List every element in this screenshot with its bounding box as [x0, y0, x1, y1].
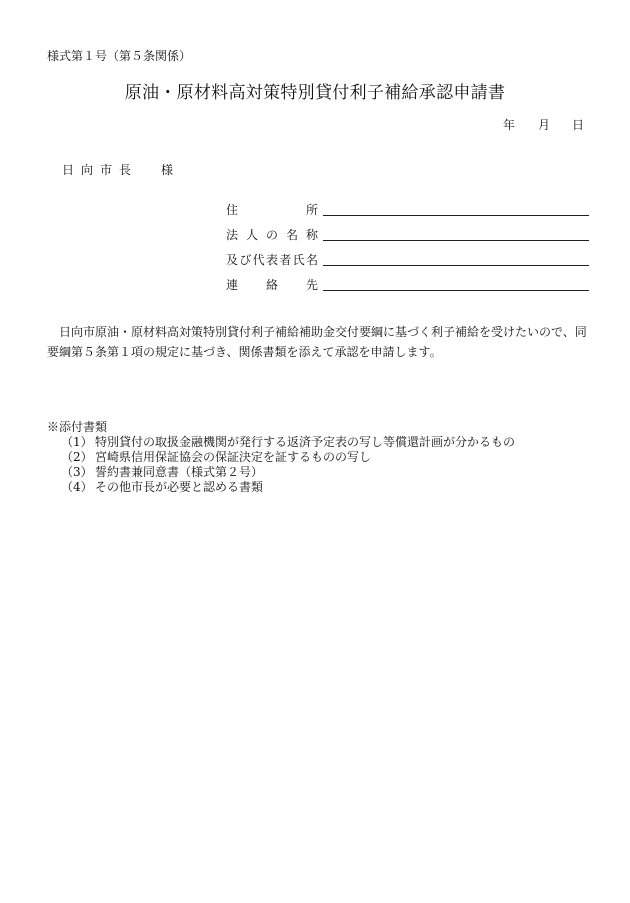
corporation-name-label: 法人の名称: [226, 228, 318, 242]
attachment-item: [61, 478, 263, 495]
attachment-number: （3）: [61, 465, 93, 479]
form-number: 様式第１号（第５条関係）: [47, 49, 192, 63]
address-field[interactable]: [323, 215, 589, 216]
attachments-header: ※添付書類: [47, 420, 108, 434]
contact-field[interactable]: [323, 290, 589, 291]
attachment-text: 誓約書兼同意書（様式第２号）: [95, 465, 264, 479]
attachment-text: その他市長が必要と認める書類: [95, 480, 264, 494]
contact-label: 連絡先: [226, 278, 318, 292]
corporation-name-field[interactable]: [323, 240, 589, 241]
attachment-number: （4）: [61, 480, 93, 494]
attachment-text: 特別貸付の取扱金融機関が発行する返済予定表の写し等償還計画が分かるもの: [95, 435, 516, 449]
document-title: 原油・原材料高対策特別貸付利子補給承認申請書: [124, 83, 506, 103]
attachment-number: （1）: [61, 435, 93, 449]
attachment-text: 宮崎県信用保証協会の保証決定を証するものの写し: [95, 450, 372, 464]
addressee-name: 日向市長: [62, 163, 139, 177]
address-label: 住所: [226, 203, 318, 217]
date-year-label: 年: [503, 118, 516, 132]
representative-name-field[interactable]: [323, 265, 589, 266]
attachment-number: （2）: [61, 450, 93, 464]
addressee-suffix: 様: [161, 163, 174, 177]
date-day-label: 日: [572, 118, 585, 132]
date-month-label: 月: [538, 118, 551, 132]
representative-name-label: 及び代表者氏名: [226, 253, 318, 267]
application-statement: 日向市原油・原材料高対策特別貸付利子補給補助金交付要綱に基づく利子補給を受けたいので、同要綱第５条第１項の規定に基づき、関係書類を添えて承認を申請します。: [47, 325, 587, 359]
